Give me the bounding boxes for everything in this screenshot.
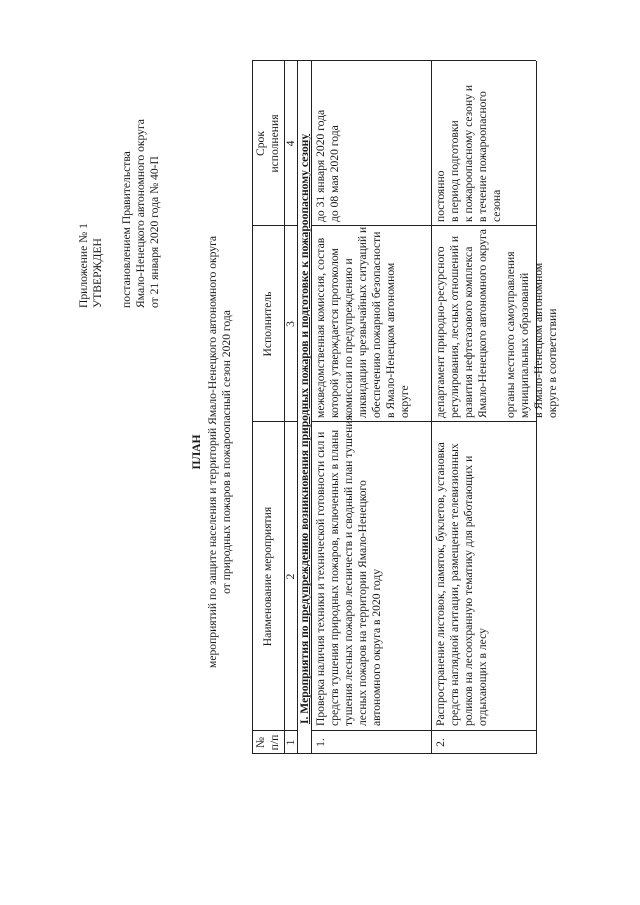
row-1-executor-line: ликвидации чрезвычайных ситуаций и bbox=[356, 226, 369, 418]
row-2-executor-line: департамент природно-ресурсного bbox=[434, 246, 447, 418]
row-2-executor-line: муниципальных образований bbox=[518, 272, 531, 418]
row-2-name-line: средств наглядной агитации, размещение телевизионных bbox=[448, 443, 461, 726]
row-1-executor-line: в Ямало-Ненецком автономном bbox=[384, 262, 397, 418]
header-deadline-1: Срок bbox=[254, 131, 267, 156]
row-2-deadline-line: в период подготовки bbox=[448, 120, 461, 222]
row-2-name-line: роликов на лесоохранную тематику для работающих и bbox=[462, 455, 475, 726]
row-1-name-line: тушения лесных пожаров лесничеств и сводный план тушения bbox=[342, 415, 355, 726]
header-name: Наименование мероприятия bbox=[261, 506, 274, 647]
row-1-executor-line: комиссии по предупреждению и bbox=[342, 258, 355, 418]
row-1-executor-line: которой утверждается протоколом bbox=[328, 248, 341, 418]
row-2-executor-line: развития нефтегазового комплекса bbox=[462, 246, 475, 418]
col-number-1: 1 bbox=[284, 739, 297, 746]
col-number-2: 2 bbox=[284, 573, 297, 580]
row-2-executor-line: в Ямало-Ненецком автономном bbox=[532, 262, 545, 418]
row-1-name-line: лесных пожаров на территории Ямало-Ненецкого bbox=[356, 480, 369, 726]
row-2-executor-line: органы местного самоуправления bbox=[504, 251, 517, 418]
header-num-1: № bbox=[254, 736, 267, 749]
header-num-2: п/п bbox=[268, 734, 281, 751]
row-2-deadline-line: в течение пожароопасного bbox=[476, 91, 489, 222]
row-2-deadline-line: сезона bbox=[490, 189, 503, 222]
row-1-executor-line: обеспечению пожарной безопасности bbox=[370, 231, 383, 418]
row-1-executor-line: межведомственная комиссия, состав bbox=[314, 237, 327, 418]
row-2-deadline-line: постоянно bbox=[434, 170, 447, 222]
approval-date: от 21 января 2020 года № 40-П bbox=[148, 156, 161, 308]
row-1-num: 1. bbox=[314, 738, 327, 747]
row-2-deadline-line: к пожароопасному сезону и bbox=[462, 84, 475, 222]
plan-subtitle-1: мероприятий по защите населения и территорий Ямало-Ненецкого автономного округа bbox=[206, 236, 219, 668]
approved-by-region: Ямало-Ненецкого автономного округа bbox=[134, 119, 147, 308]
row-1-name-line: средств тушения природных пожаров, включенных в планы bbox=[328, 429, 341, 726]
header-executor: Исполнитель bbox=[261, 291, 274, 357]
row-2-num: 2. bbox=[434, 738, 447, 747]
appendix-number: Приложение № 1 bbox=[77, 223, 90, 308]
row-1-executor-line: округе bbox=[398, 385, 411, 418]
col-number-3: 3 bbox=[284, 321, 297, 327]
row-1-deadline-line: до 31 января 2020 года bbox=[314, 109, 327, 222]
row-1-deadline-line: до 08 мая 2020 года bbox=[328, 125, 341, 222]
row-2-executor-line: Ямало-Ненецкого автономного округа bbox=[476, 229, 489, 418]
row-2-executor-line: округе в соответствии bbox=[546, 308, 559, 418]
approved-label: УТВЕРЖДЕН bbox=[91, 238, 104, 308]
row-2-executor-line: регулирования, лесных отношений и bbox=[448, 235, 461, 418]
header-deadline-2: исполнения bbox=[268, 114, 281, 173]
row-2-name-line: Распространение листовок, памяток, буклетов, установка bbox=[434, 442, 447, 726]
approved-by-line: постановлением Правительства bbox=[120, 151, 133, 308]
row-1-name-line: автономного округа в 2020 году bbox=[370, 568, 383, 726]
row-2-name-line: отдыхающих в лесу bbox=[476, 628, 489, 726]
plan-heading: ПЛАН bbox=[190, 434, 203, 470]
row-1-name-line: Проверка наличия техники и технической готовности сил и bbox=[314, 431, 327, 726]
col-number-4: 4 bbox=[284, 140, 297, 147]
section-heading: I. Мероприятия по предупреждению возникновения природных пожаров и подготовке к пожароопасному сезону bbox=[298, 133, 311, 724]
plan-subtitle-2: от природных пожаров в пожароопасный сезон 2020 года bbox=[220, 310, 233, 594]
document-page bbox=[0, 2, 640, 902]
